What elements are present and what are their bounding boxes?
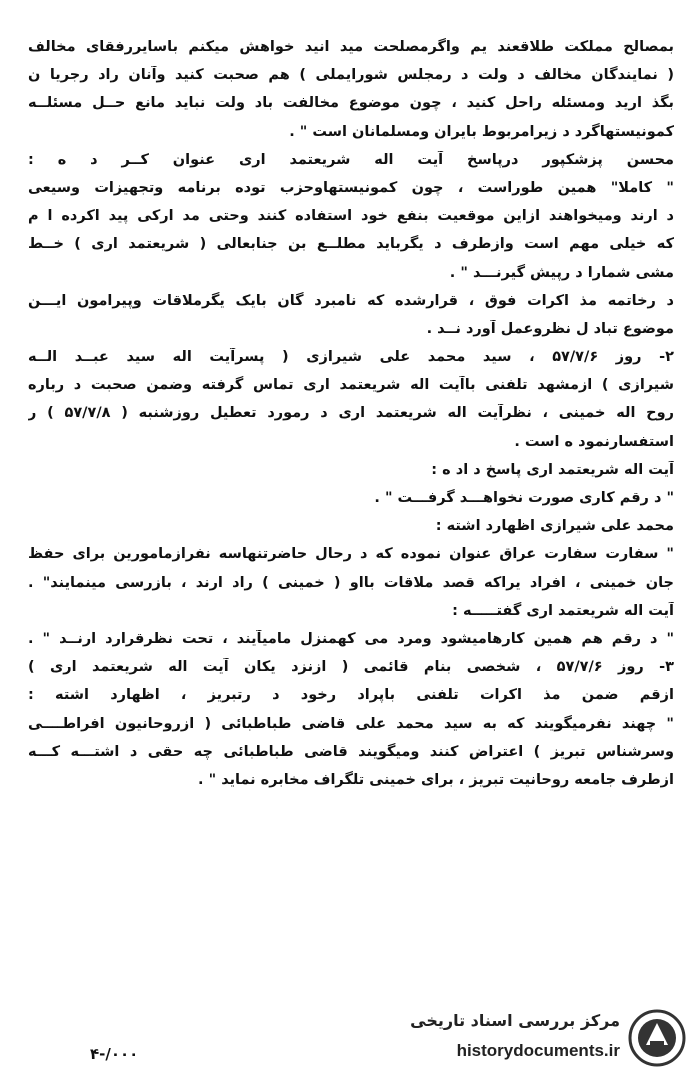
watermark-persian-text: مرکز بررسی اسناد تاریخی bbox=[410, 1011, 620, 1030]
text-line: کمونیستهاگرد د زیرامربوط بایران ومسلمانان است " . bbox=[289, 123, 674, 140]
watermark bbox=[396, 1007, 686, 1071]
text-line: شیرازی ) ازمشهد تلفنی باآیت اله شریعتمد اری تماس گرفته وضمن صحبت د رباره bbox=[28, 377, 674, 394]
text-line: روح اله خمینی ، نظرآیت اله شریعتمد اری د رمورد تعطیل روزشنبه ( ۵۷/۷/۸ ) ر bbox=[28, 405, 674, 422]
text-line: " سفارت سفارت عراق عنوان نموده که د رحال حاضرتنهاسه نفرازمامورین برای حفظ bbox=[28, 546, 674, 563]
text-line: ۲- روز ۵۷/۷/۶ ، سید محمد علی شیرازی ( پسرآیت اله سید عبــد الــه bbox=[28, 349, 674, 366]
text-line: آیت اله شریعتمد اری گفتـــــه : bbox=[452, 602, 674, 619]
text-line: " چهند نفرمیگویند که به سید محمد علی قاضی طباطبائی ( ازروحانیون افراطــــی bbox=[28, 715, 674, 732]
text-line: موضوع تباد ل نظروعمل آورد نــد . bbox=[426, 320, 674, 337]
text-line: بمصالح مملکت طلاقعند یم واگرمصلحت مید انید خواهش میکنم باسایررفقای مخالف bbox=[28, 39, 674, 55]
text-line: آیت اله شریعتمد اری پاسخ د اد ه : bbox=[431, 461, 674, 478]
text-line: ۳- روز ۵۷/۷/۶ ، شخصی بنام قائمی ( ازنزد یکان آیت اله شریعتمد اری ) bbox=[28, 659, 674, 676]
archive-logo-icon bbox=[628, 1009, 686, 1067]
text-line: د ارند ومیخواهند ازاین موقعیت بنفع خود استفاده کنند وحتی مد ارکی پید اکرده ا م bbox=[28, 208, 674, 225]
text-line: استفسارنمود ه است . bbox=[514, 433, 674, 450]
text-line: " د رقم کاری صورت نخواهـــد گرفـــت " . bbox=[374, 490, 674, 506]
text-line: وسرشناس تبریز ) اعتراض کنند ومیگویند قاضی طباطبائی چه حقی د اشتـــه کـــه bbox=[28, 743, 674, 760]
text-line: که خیلی مهم است وازطرف د یگرباید مطلــع بن جنابعالی ( شریعتمد اری ) خــط bbox=[28, 236, 674, 253]
text-line: بگذ ارید ومسئله راحل کنید ، چون موضوع مخالفت باد ولت نباید مانع حــل مسئلــه bbox=[28, 95, 674, 112]
text-line: جان خمینی ، افراد یراکه قصد ملاقات بااو ( خمینی ) راد ارند ، بازرسی مینمایند" . bbox=[28, 574, 674, 591]
text-line: " د رقم هم همین کارهامیشود ومرد می کهمنزل مامیآیند ، تحت نظرقرارد ارنــد " . bbox=[28, 630, 674, 647]
page-number: ۴-/۰۰۰ bbox=[90, 1045, 139, 1063]
document-body bbox=[28, 38, 674, 1048]
text-line: محسن پزشکپور درپاسخ آیت اله شریعتمد اری عنوان کــر د ه : bbox=[28, 151, 674, 168]
text-line: محمد علی شیرازی اظهارد اشته : bbox=[435, 518, 674, 535]
text-line: مشی شمارا د رپیش گیرنـــد " . bbox=[449, 264, 674, 281]
watermark-site-url: historydocuments.ir bbox=[456, 1041, 620, 1060]
text-line: ( نمایندگان مخالف د ولت د رمجلس شورایملی ) هم صحبت کنید وآنان راد رجریا ن bbox=[28, 67, 674, 84]
text-line: ازطرف جامعه روحانیت تبریز ، برای خمینی تلگراف مخابره نماید " . bbox=[198, 771, 674, 788]
text-line: ازقم ضمن مذ اکرات تلفنی باپراد رخود د رتبریز ، اظهارد اشته : bbox=[28, 687, 674, 704]
text-line: " کاملا" همین طوراست ، چون کمونیستهاوحزب توده برنامه وتجهیزات وسیعی bbox=[28, 179, 674, 196]
text-line: د رخاتمه مذ اکرات فوق ، قرارشده که نامبرد گان بایک یگرملاقات وپیرامون ایـــن bbox=[28, 292, 674, 309]
